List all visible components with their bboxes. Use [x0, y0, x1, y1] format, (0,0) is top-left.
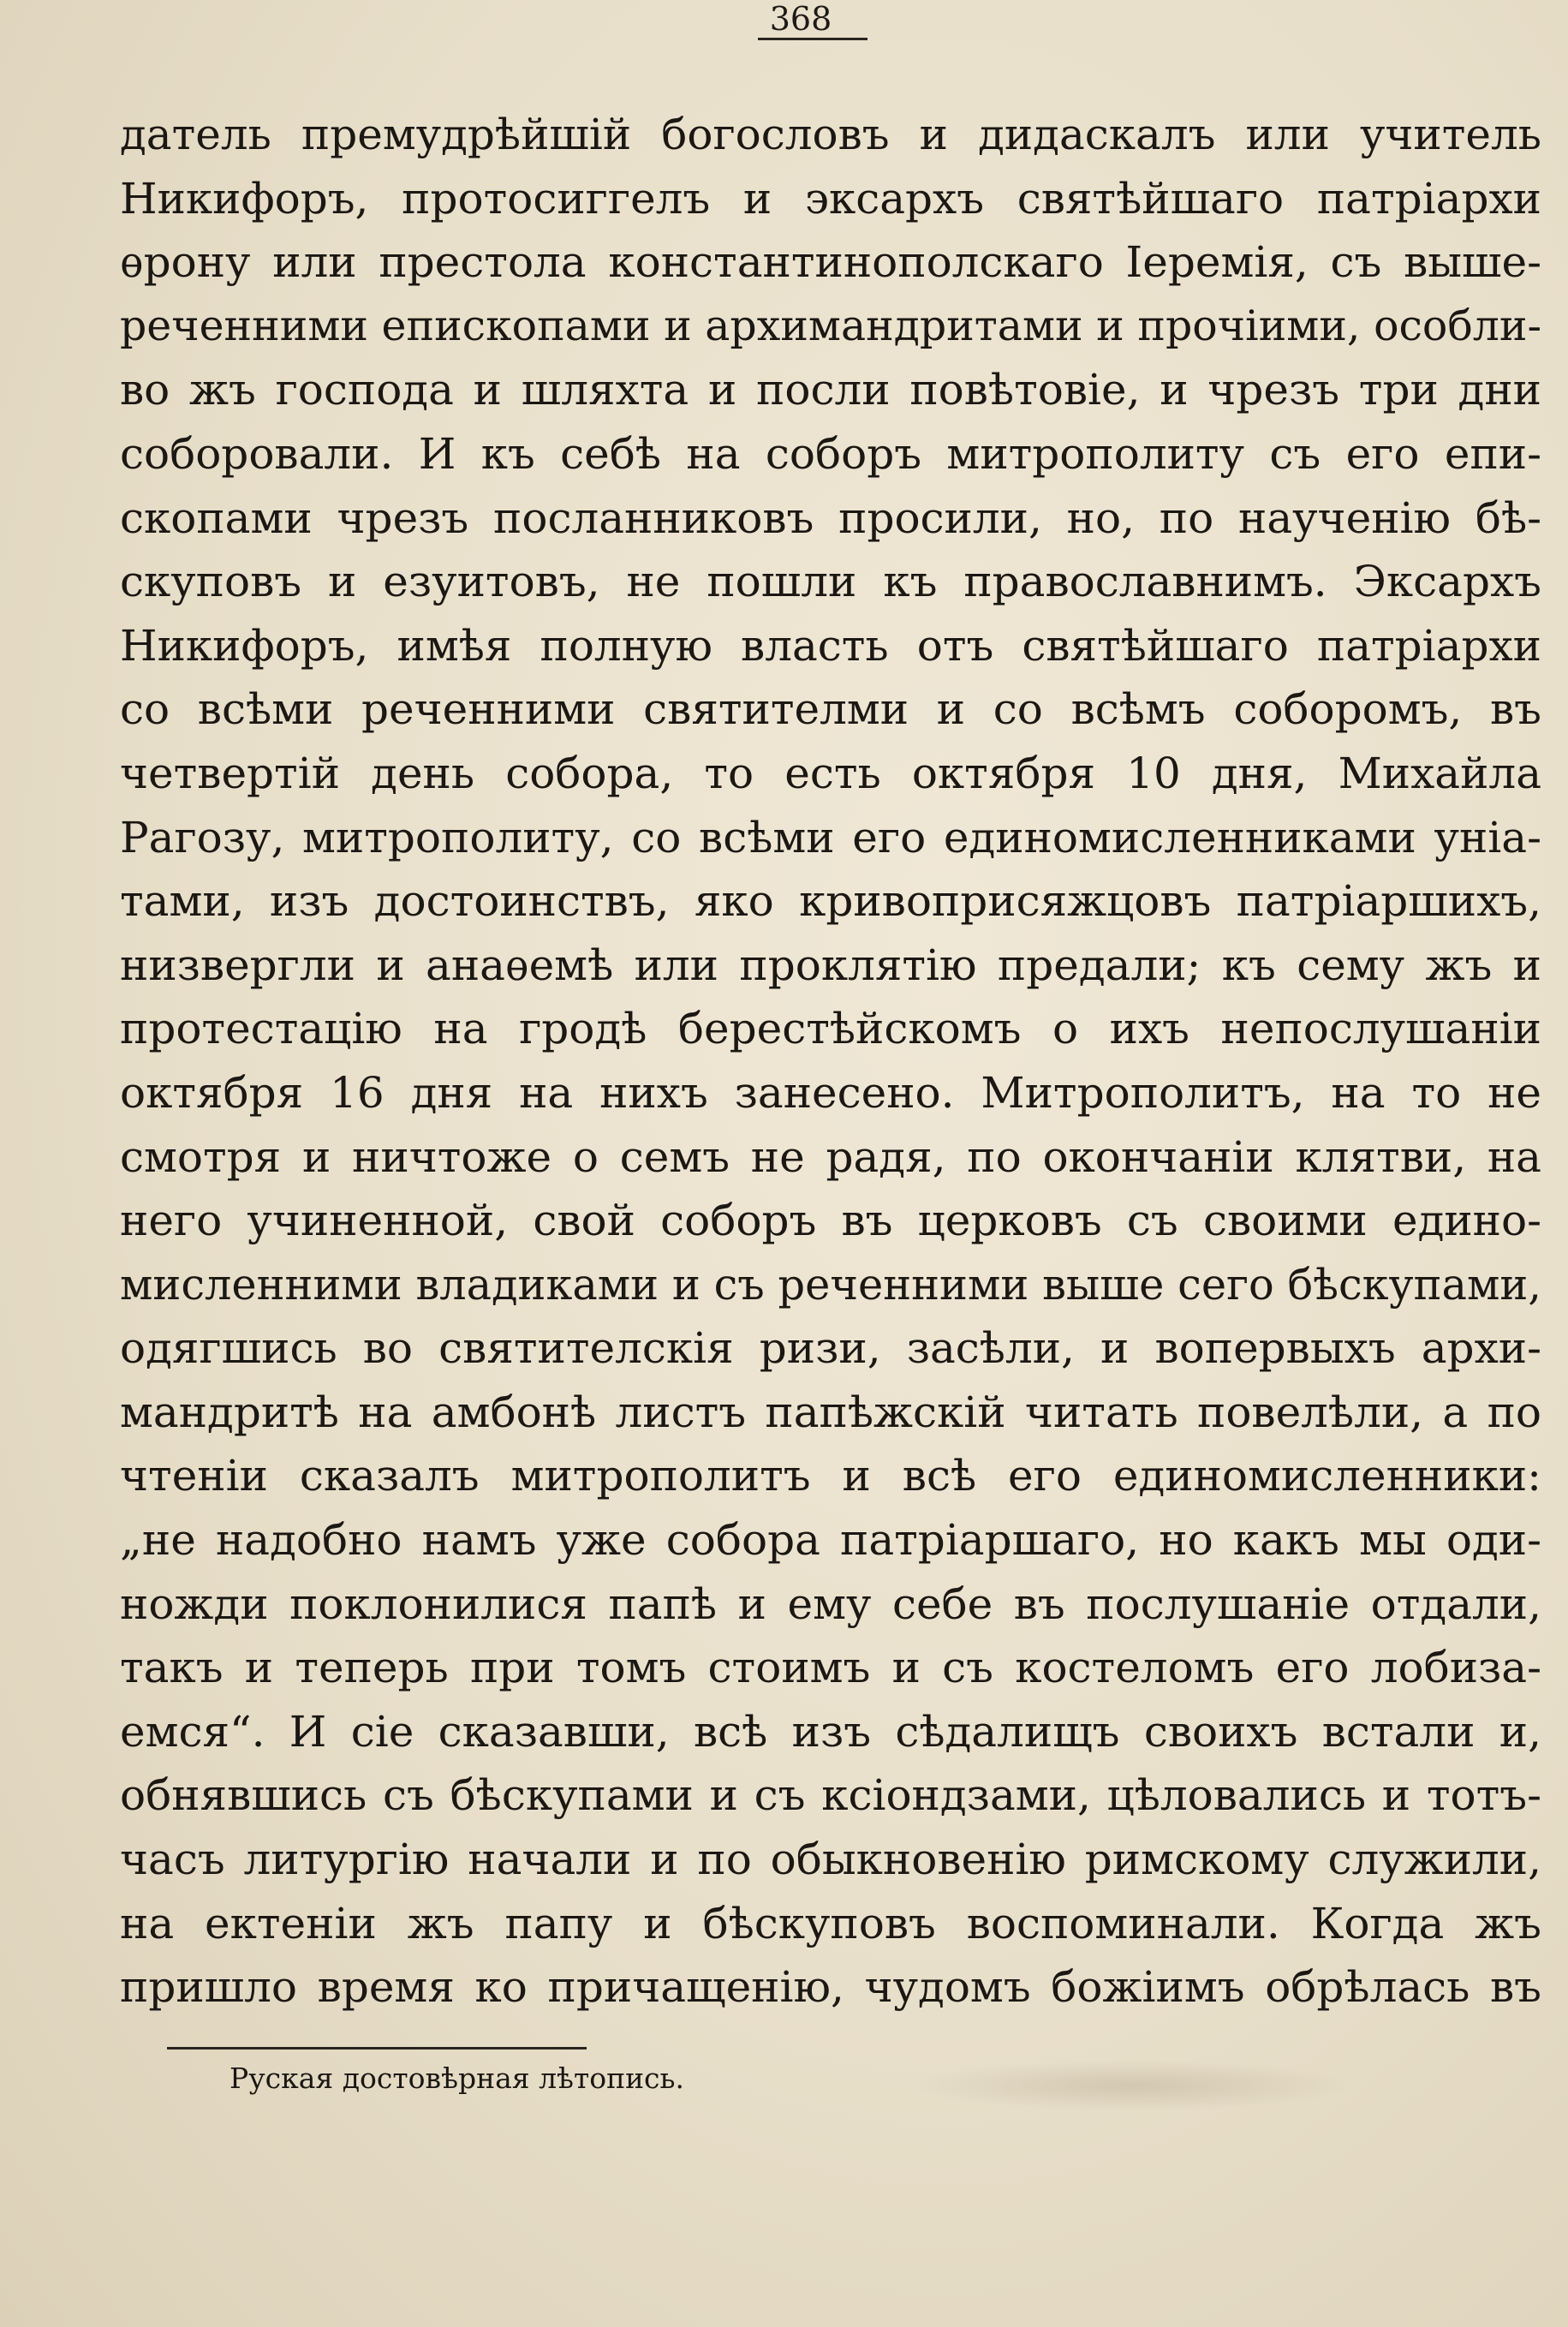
text-line: во жъ господа и шляхта и посли повѣтовіе, и чрезъ три дни [120, 365, 1541, 415]
text-line: обнявшись съ бѣскупами и съ ксіондзами, цѣловались и тотъ- [120, 1770, 1541, 1821]
text-line: мисленними владиками и съ реченними выше сего бѣскупами, [120, 1259, 1541, 1310]
text-line: скопами чрезъ посланниковъ просили, но, по наученію бѣ- [120, 492, 1541, 543]
text-line: соборовали. И къ себѣ на соборъ митрополиту съ его епи- [120, 428, 1541, 479]
text-line: ѳрону или престола константинополскаго Іеремія, съ выше- [120, 237, 1541, 288]
text-line: протестацію на гродѣ берестѣйскомъ о ихъ непослушаніи [120, 1004, 1541, 1054]
text-line: одягшись во святителскія ризи, засѣли, и вопервыхъ архи- [120, 1323, 1541, 1374]
text-line: скуповъ и езуитовъ, не пошли къ православнимъ. Эксархъ [120, 557, 1541, 607]
footnote-rule [167, 2047, 587, 2050]
text-line: Никифоръ, имѣя полную власть отъ святѣйшаго патріархи [120, 620, 1541, 671]
footnote: Руская достовѣрная лѣтопись. [230, 2061, 684, 2095]
page-number: 368 [769, 0, 832, 38]
text-line: со всѣми реченними святителми и со всѣмъ соборомъ, въ [120, 684, 1541, 735]
text-line: четвертій день собора, то есть октября 10 дня, Михайла [120, 748, 1541, 798]
text-line: чтеніи сказалъ митрополитъ и всѣ его единомисленники: [120, 1451, 1541, 1501]
text-line: октября 16 дня на нихъ занесено. Митрополитъ, на то не [120, 1067, 1541, 1118]
text-line: датель премудрѣйшій богословъ и дидаскалъ или учитель [120, 110, 1541, 159]
text-line: на ектеніи жъ папу и бѣскуповъ воспоминали. Когда жъ [120, 1898, 1541, 1948]
text-line: емся“. И сіе сказавши, всѣ изъ сѣдалищъ своихъ встали и, [120, 1706, 1541, 1757]
body-text [120, 103, 1541, 2020]
text-line: низвергли и анаѳемѣ или проклятію предали; къ сему жъ и [120, 940, 1541, 990]
text-line: пришло время ко причащенію, чудомъ божіимъ обрѣлась въ [120, 1962, 1541, 2013]
text-line: ножди поклонилися папѣ и ему себе въ послушаніе отдали, [120, 1578, 1541, 1629]
text-line: „не надобно намъ уже собора патріаршаго, но какъ мы оди- [120, 1515, 1541, 1566]
text-line: Никифоръ, протосиггелъ и эксархъ святѣйшаго патріархи [120, 173, 1541, 224]
text-line: реченними епископами и архимандритами и прочіими, особли- [120, 301, 1541, 350]
text-line: Рагозу, митрополиту, со всѣми его единомисленниками уніа- [120, 812, 1541, 862]
text-line: него учиненной, свой соборъ въ церковъ съ своими едино- [120, 1196, 1541, 1246]
text-line: такъ и теперь при томъ стоимъ и съ костеломъ его лобиза- [120, 1643, 1541, 1693]
text-line: тами, изъ достоинствъ, яко кривоприсяжцовъ патріаршихъ, [120, 876, 1541, 927]
bleed-through-smudge [908, 2060, 1353, 2111]
text-line: смотря и ничтоже о семъ не радя, по окончаніи клятви, на [120, 1131, 1541, 1182]
text-line: часъ литургію начали и по обыкновенію римскому служили, [120, 1835, 1541, 1885]
text-line: мандритѣ на амбонѣ листъ папѣжскій читать повелѣли, а по [120, 1387, 1541, 1437]
page-number-rule [758, 38, 867, 40]
